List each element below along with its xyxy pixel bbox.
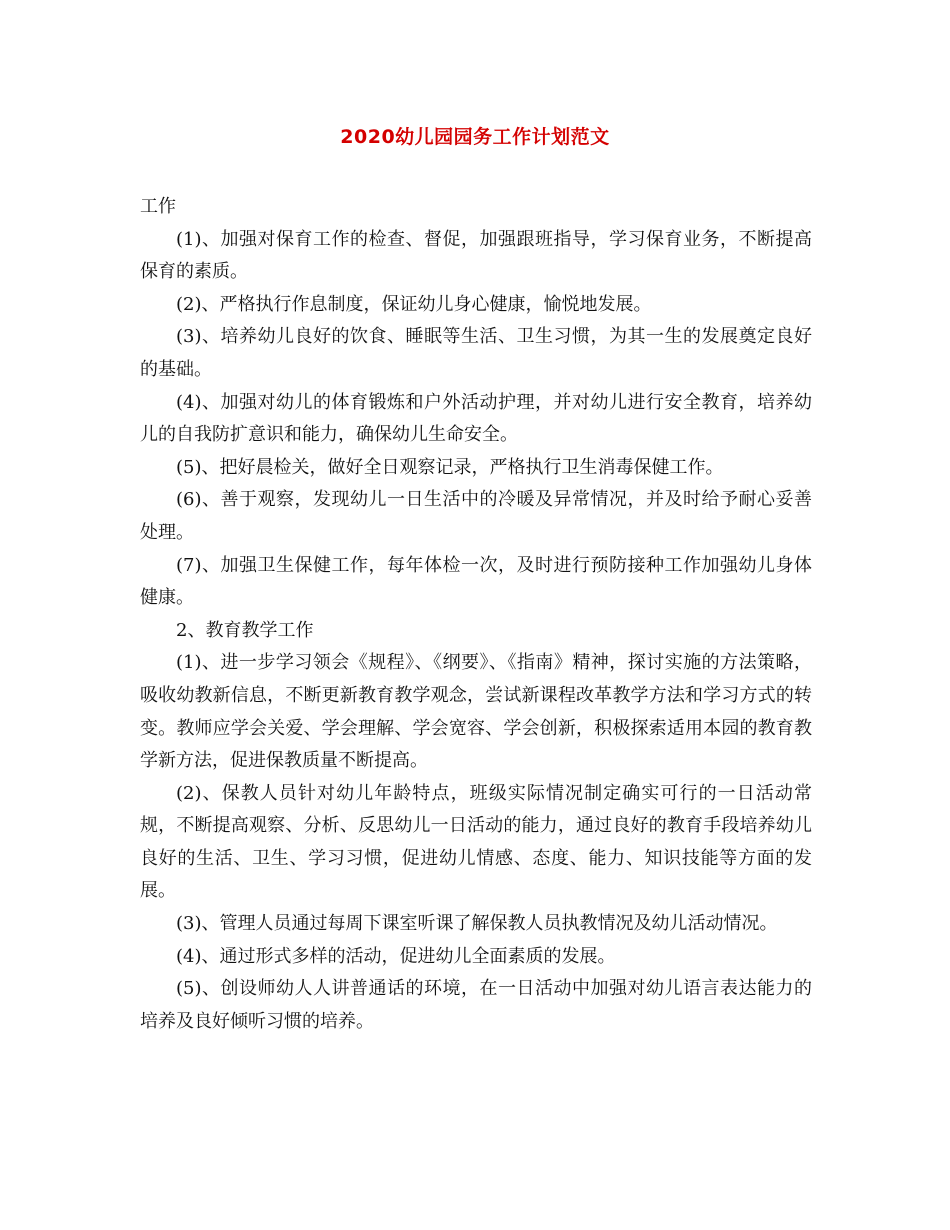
- section-heading-teaching: 2、教育教学工作: [176, 619, 314, 641]
- paragraph-care-7: (7)、加强卫生保健工作，每年体检一次，及时进行预防接种工作加强幼儿身体健康。: [140, 554, 812, 609]
- paragraph-heading-work: 工作: [140, 196, 176, 217]
- paragraph-teaching-2: (2)、保教人员针对幼儿年龄特点，班级实际情况制定确实可行的一日活动常规，不断提高观察、分析、反思幼儿一日活动的能力，通过良好的教育手段培养幼儿良好的生活、卫生、学习习惯，促进幼儿情感、态度、能力、知识技能等方面的发展。: [140, 782, 812, 902]
- paragraph-teaching-4: (4)、通过形式多样的活动，促进幼儿全面素质的发展。: [176, 945, 616, 967]
- paragraph-teaching-5: (5)、创设师幼人人讲普通话的环境，在一日活动中加强对幼儿语言表达能力的培养及良好倾听习惯的培养。: [140, 978, 812, 1032]
- paragraph-teaching-3: (3)、管理人员通过每周下课室听课了解保教人员执教情况及幼儿活动情况。: [176, 913, 778, 935]
- paragraph-teaching-1: (1)、进一步学习领会《规程》、《纲要》、《指南》精神，探讨实施的方法策略，吸收幼教新信息，不断更新教育教学观念，尝试新课程改革教学方法和学习方式的转变。教师应学会关爱、学会理解、学会宽容、学会创新，积极探索适用本园的教育教学新方法，促进保教质量不断提高。: [140, 652, 812, 772]
- paragraph-care-3: (3)、培养幼儿良好的饮食、睡眠等生活、卫生习惯，为其一生的发展奠定良好的基础。: [140, 326, 812, 380]
- paragraph-care-1: (1)、加强对保育工作的检查、督促，加强跟班指导，学习保育业务，不断提高保育的素质。: [140, 228, 812, 283]
- paragraph-care-6: (6)、善于观察，发现幼儿一日生活中的冷暖及异常情况，并及时给予耐心妥善处理。: [140, 489, 812, 543]
- paragraph-care-4: (4)、加强对幼儿的体育锻炼和户外活动护理，并对幼儿进行安全教育，培养幼儿的自我防扩意识和能力，确保幼儿生命安全。: [140, 391, 812, 446]
- document-body: [140, 191, 812, 1038]
- paragraph-care-5: (5)、把好晨检关，做好全日观察记录，严格执行卫生消毒保健工作。: [176, 456, 724, 478]
- document-title: 2020幼儿园园务工作计划范文: [340, 126, 610, 148]
- paragraph-care-2: (2)、严格执行作息制度，保证幼儿身心健康，愉悦地发展。: [176, 293, 652, 315]
